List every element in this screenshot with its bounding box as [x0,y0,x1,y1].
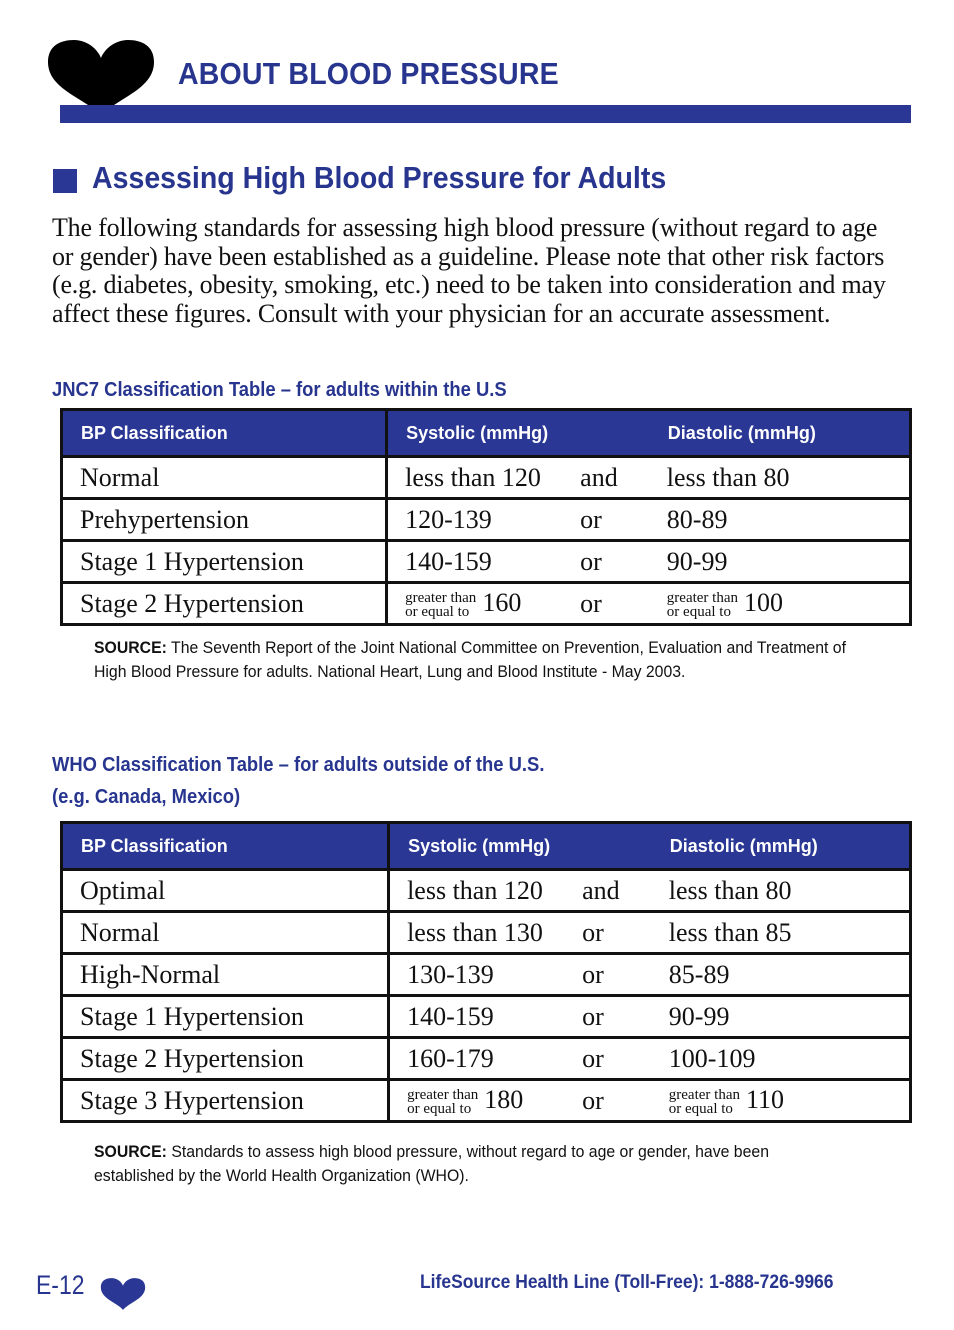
diastolic-value: 85-89 [668,959,730,989]
header-diastolic: Diastolic (mmHg) [650,410,911,457]
diastolic-value: 100-109 [668,1043,756,1073]
diastolic-value: less than 80 [666,462,790,492]
header-bp-classification: BP Classification [62,410,387,457]
systolic-cell [389,954,583,996]
header-bp-classification: BP Classification [62,823,389,870]
conjunction-cell [582,1038,652,1080]
systolic-value: 160-179 [407,1043,494,1073]
conjunction-cell [580,457,650,499]
diastolic-cell [650,541,911,583]
conjunction: or [582,1043,604,1073]
bp-classification-cell [62,912,389,954]
header-systolic: Systolic (mmHg) [387,410,581,457]
conjunction-cell [580,499,650,541]
classification-label: Stage 2 Hypertension [80,588,304,618]
systolic-qualifier: greater than or equal to [407,1087,479,1118]
diastolic-cell [652,870,911,912]
bp-classification-cell [62,499,387,541]
systolic-qualifier: greater than or equal to [405,590,477,621]
header-diastolic: Diastolic (mmHg) [652,823,911,870]
diastolic-value: less than 80 [668,875,792,905]
classification-label: Stage 2 Hypertension [80,1043,304,1073]
title-divider-bar [60,105,911,123]
conjunction: or [580,504,602,534]
systolic-value: 140-159 [407,1001,494,1031]
table-row [62,1038,911,1080]
systolic-value: 130-139 [407,959,494,989]
table-row [62,870,911,912]
systolic-value: 120-139 [405,504,492,534]
classification-label: Normal [80,917,160,947]
jnc7-table-caption: JNC7 Classification Table – for adults within the U.S [52,379,507,401]
who-classification-table [60,821,912,1123]
health-line-footer: LifeSource Health Line (Toll-Free): 1-888-726-9966 [420,1272,834,1293]
table-header-row [62,823,911,870]
bp-classification-cell [62,541,387,583]
square-bullet-icon [53,169,77,193]
systolic-value: less than 120 [407,875,543,905]
systolic-value: 180 [484,1084,524,1114]
systolic-cell [387,499,581,541]
jnc7-classification-table [60,408,912,626]
source-label: SOURCE: [94,1142,167,1161]
bp-classification-cell [62,996,389,1038]
bp-classification-cell [62,954,389,996]
diastolic-cell [652,1080,911,1122]
classification-label: High-Normal [80,959,221,989]
section-heading: Assessing High Blood Pressure for Adults [92,160,667,195]
conjunction: or [582,959,604,989]
bp-classification-cell [62,1038,389,1080]
systolic-cell [387,457,581,499]
conjunction-cell [580,541,650,583]
diastolic-cell [650,499,911,541]
jnc7-source-note [94,636,847,684]
header-spacer [580,410,650,457]
systolic-value: less than 120 [405,462,541,492]
systolic-cell [387,583,581,625]
conjunction: or [582,1001,604,1031]
header-spacer [582,823,652,870]
table-header-row [62,410,911,457]
diastolic-value: 90-99 [666,546,728,576]
systolic-cell [389,1080,583,1122]
classification-label: Stage 1 Hypertension [80,546,304,576]
table-row [62,457,911,499]
conjunction: and [580,462,618,492]
diastolic-qualifier: greater than or equal to [666,590,739,621]
table-row [62,954,911,996]
conjunction-cell [582,996,652,1038]
diastolic-value: 110 [746,1084,785,1114]
diastolic-value: 90-99 [668,1001,730,1031]
who-table-caption: WHO Classification Table – for adults outside of the U.S. [52,754,545,776]
systolic-cell [389,1038,583,1080]
systolic-cell [389,912,583,954]
conjunction: or [580,588,602,618]
who-table-caption-line2: (e.g. Canada, Mexico) [52,786,241,808]
systolic-cell [387,541,581,583]
systolic-value: less than 130 [407,917,543,947]
page-number: E-12 [36,1270,85,1300]
conjunction: and [582,875,620,905]
bp-classification-cell [62,583,387,625]
diastolic-cell [652,1038,911,1080]
header-systolic: Systolic (mmHg) [389,823,583,870]
conjunction-cell [582,912,652,954]
conjunction-cell [582,1080,652,1122]
diastolic-cell [650,457,911,499]
diastolic-cell [652,912,911,954]
conjunction-cell [580,583,650,625]
intro-paragraph: The following standards for assessing high blood pressure (without regard to age or gender) have been established as a guideline. Please note that other risk factors (e.g. diabetes, obesity, smoking, etc.) need to be taken into consideration and may affect these figures. Consult with your physician for an accurate assessment. [52,213,886,328]
systolic-value: 140-159 [405,546,492,576]
source-text: The Seventh Report of the Joint National Committee on Prevention, Evaluation and Treatment of High Blood Pressure for adults. National Heart, Lung and Blood Institute - May 2003. [94,638,846,681]
page-title: ABOUT BLOOD PRESSURE [178,56,559,91]
conjunction-cell [582,954,652,996]
conjunction: or [582,917,604,947]
diastolic-cell [652,954,911,996]
systolic-cell [389,996,583,1038]
conjunction-cell [582,870,652,912]
diastolic-cell [652,996,911,1038]
who-source-note [94,1140,847,1188]
diastolic-value: 100 [744,587,784,617]
table-row [62,499,911,541]
diastolic-value: less than 85 [668,917,792,947]
classification-label: Stage 1 Hypertension [80,1001,304,1031]
table-row [62,583,911,625]
table-row [62,912,911,954]
systolic-cell [389,870,583,912]
systolic-value: 160 [482,587,522,617]
conjunction: or [582,1085,604,1115]
bp-classification-cell [62,457,387,499]
bp-classification-cell [62,1080,389,1122]
bp-classification-cell [62,870,389,912]
source-label: SOURCE: [94,638,167,657]
classification-label: Stage 3 Hypertension [80,1085,304,1115]
diastolic-cell [650,583,911,625]
heart-icon [100,1276,146,1312]
source-text: Standards to assess high blood pressure, without regard to age or gender, have been established by the World Health Organization (WHO). [94,1142,769,1185]
classification-label: Prehypertension [80,504,249,534]
table-row [62,996,911,1038]
classification-label: Optimal [80,875,166,905]
diastolic-qualifier: greater than or equal to [668,1087,740,1118]
classification-label: Normal [80,462,160,492]
diastolic-value: 80-89 [666,504,728,534]
table-row [62,1080,911,1122]
conjunction: or [580,546,602,576]
table-row [62,541,911,583]
